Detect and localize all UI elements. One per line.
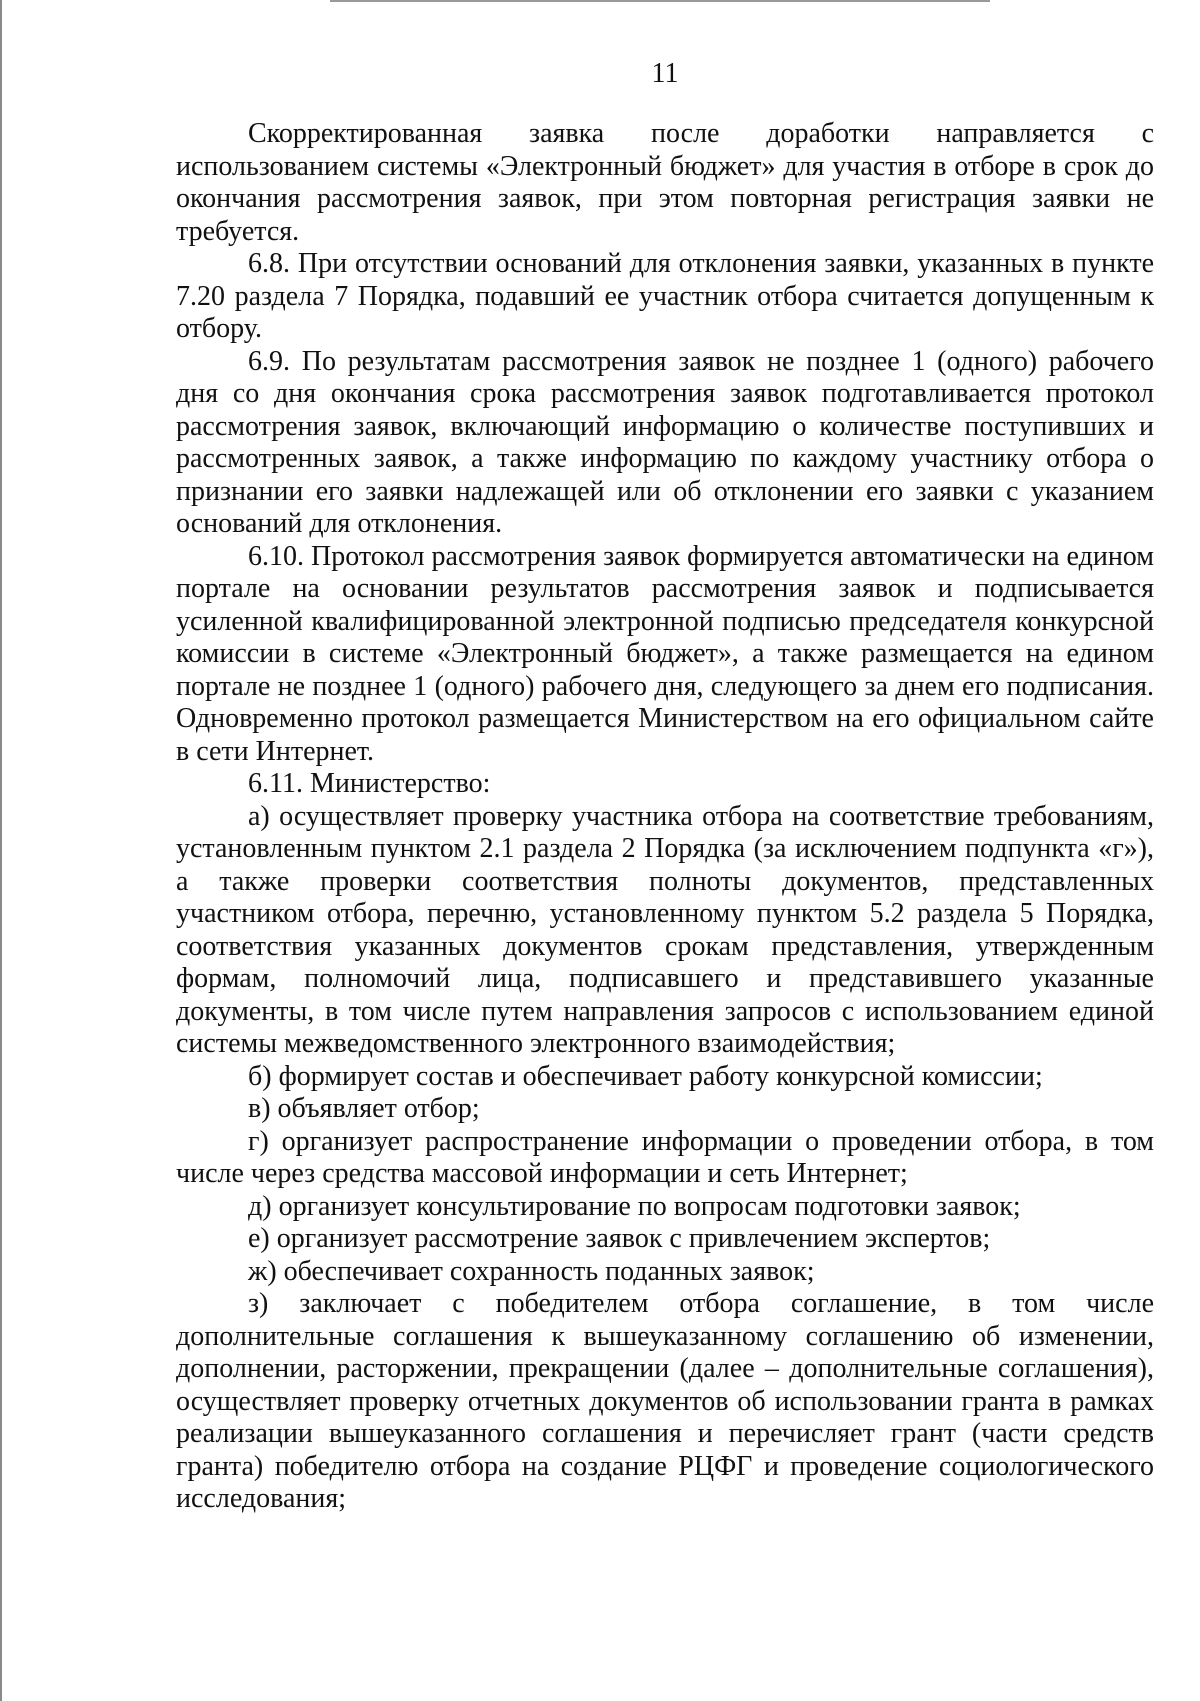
list-item-e: е) организует рассмотрение заявок с привлечением экспертов; <box>248 1223 991 1254</box>
document-page <box>176 58 1154 1516</box>
list-item-b: б) формирует состав и обеспечивает работу конкурсной комиссии; <box>248 1060 1043 1092</box>
list-item-zh: ж) обеспечивает сохранность поданных заявок; <box>248 1255 815 1287</box>
list-item-a: а) осуществляет проверку участника отбора на соответствие требованиям, установленным пунктом 2.1 раздела 2 Порядка (за исключением подпункта «г»), а также проверки соответствия полноты документов, представленных участником отбора, перечню, установленному пунктом 5.2 раздела 5 Порядка, соответствия указанных документов срокам представления, утвержденным формам, полномочий лица, подписавшего и представившего указанные документы, в том числе путем направления запросов с использованием единой системы межведомственного электронного взаимодействия; <box>176 800 1154 1059</box>
paragraph-6-11: 6.11. Министерство: <box>248 768 491 799</box>
scan-left-edge <box>0 0 2 1701</box>
scan-top-edge <box>330 0 990 2</box>
list-item-g: г) организует распространение информации о проведении отбора, в том числе через средства массовой информации и сеть Интернет; <box>176 1125 1154 1189</box>
list-item-z: з) заключает с победителем отбора соглашение, в том числе дополнительные соглашения к вышеуказанному соглашению об изменении, дополнении, расторжении, прекращении (далее – дополнительные соглашения), осуществляет проверку отчетных документов об использовании гранта в рамках реализации вышеуказанного соглашения и перечисляет грант (части средств гранта) победителю отбора на создание РЦФГ и проведение социологического исследования; <box>176 1288 1154 1514</box>
page-number: 11 <box>651 58 679 89</box>
paragraph-6-10: 6.10. Протокол рассмотрения заявок формируется автоматически на едином портале на основании результатов рассмотрения заявок и подписывается усиленной квалифицированной электронной подписью председателя конкурсной комиссии в системе «Электронный бюджет», а также размещается на едином портале не позднее 1 (одного) рабочего дня, следующего за днем его подписания. Одновременно протокол размещается Министерством на его официальном сайте в сети Интернет. <box>176 540 1154 767</box>
paragraph-6-9: 6.9. По результатам рассмотрения заявок не позднее 1 (одного) рабочего дня со дня окончания срока рассмотрения заявок подготавливается протокол рассмотрения заявок, включающий информацию о количестве поступивших и рассмотренных заявок, а также информацию по каждому участнику отбора о признании его заявки надлежащей или об отклонении его заявки с указанием оснований для отклонения. <box>176 345 1154 539</box>
paragraph-6-8: 6.8. При отсутствии оснований для отклонения заявки, указанных в пункте 7.20 раздела 7 Порядка, подавший ее участник отбора считается допущенным к отбору. <box>176 248 1154 344</box>
list-item-v: в) объявляет отбор; <box>248 1093 480 1124</box>
paragraph-corrected-application: Скорректированная заявка после доработки направляется с использованием системы «Электронный бюджет» для участия в отборе в срок до окончания рассмотрения заявок, при этом повторная регистрация заявки не требуется. <box>176 118 1154 247</box>
list-item-d: д) организует консультирование по вопросам подготовки заявок; <box>248 1190 1021 1222</box>
